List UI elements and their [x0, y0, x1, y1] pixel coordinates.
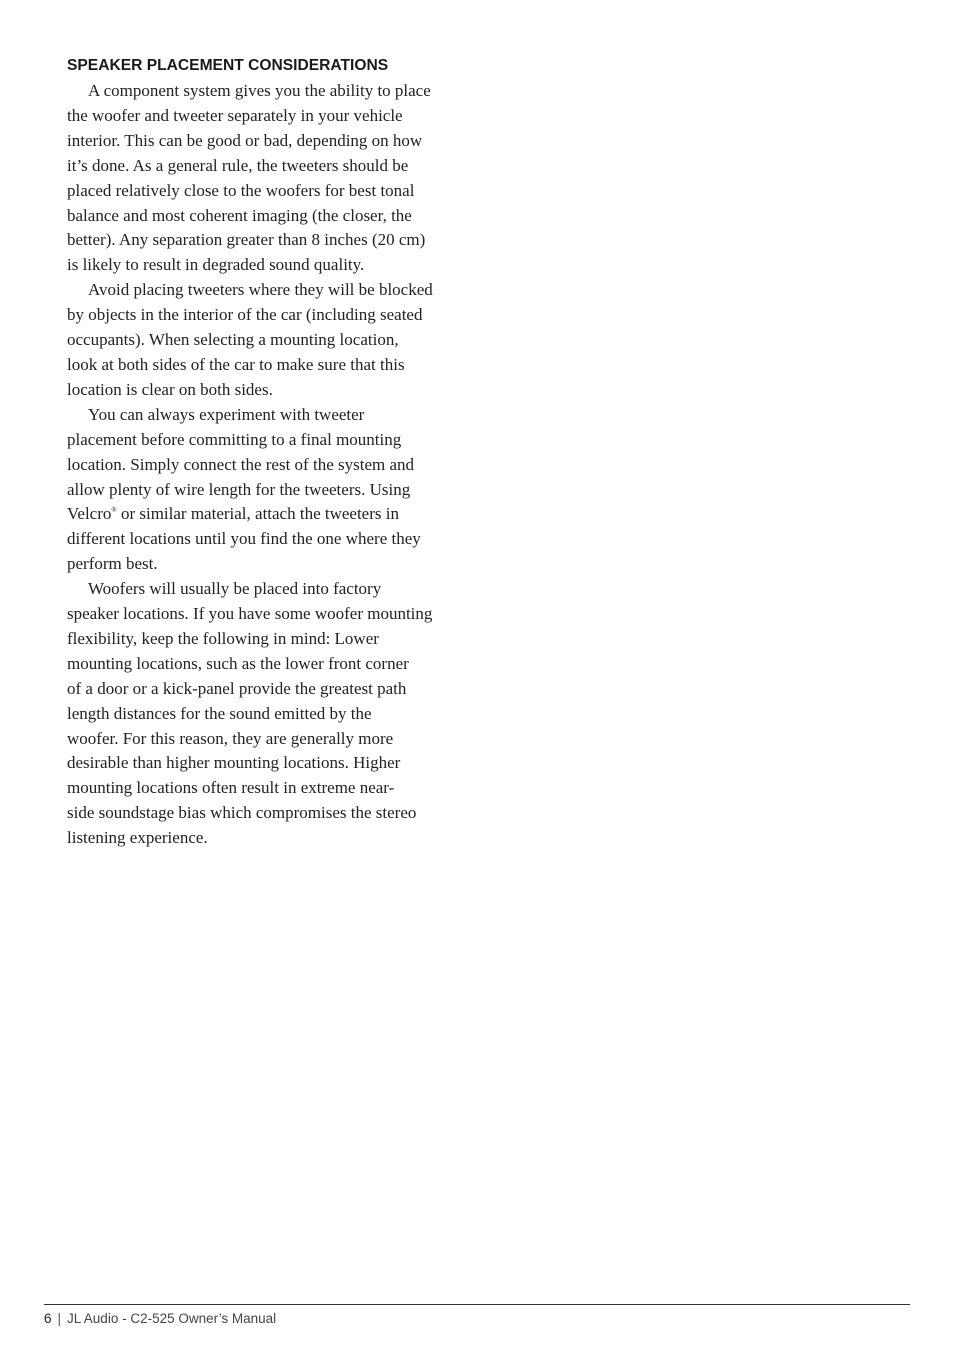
- text-line-velcro: [67, 502, 455, 527]
- text-line: better). Any separation greater than 8 inches (20 cm): [67, 230, 426, 250]
- text-line: side soundstage bias which compromises the stereo: [67, 803, 417, 823]
- text-line: interior. This can be good or bad, depending on how: [67, 130, 423, 150]
- text-line: perform best.: [67, 554, 158, 574]
- text-line: occupants). When selecting a mounting location,: [67, 330, 399, 350]
- text-line: location. Simply connect the rest of the system and: [67, 454, 415, 474]
- text-line: placement before committing to a final mounting: [67, 429, 402, 449]
- velcro-line-rest: or similar material, attach the tweeters in: [116, 504, 399, 524]
- text-line: different locations until you find the one where they: [67, 529, 421, 549]
- text-line: Woofers will usually be placed into factory: [88, 579, 382, 599]
- text-line: woofer. For this reason, they are generally more: [67, 728, 394, 748]
- text-line: of a door or a kick-panel provide the greatest path: [67, 678, 407, 698]
- paragraph-experiment-placement: [67, 403, 455, 577]
- paragraph-component-system: [67, 79, 455, 278]
- paragraph-woofer-placement: [67, 577, 455, 851]
- text-line: flexibility, keep the following in mind: Lower: [67, 628, 379, 648]
- text-line: mounting locations, such as the lower front corner: [67, 653, 409, 673]
- footer-title: JL Audio - C2-525 Owner’s Manual: [67, 1311, 277, 1326]
- text-line: Avoid placing tweeters where they will be blocked: [88, 280, 433, 300]
- page-number: 6: [44, 1311, 52, 1326]
- footer-separator: |: [57, 1311, 62, 1326]
- text-line: listening experience.: [67, 828, 208, 848]
- page-footer: [44, 1310, 276, 1328]
- text-line: placed relatively close to the woofers for best tonal: [67, 180, 415, 200]
- velcro-word: Velcro: [67, 504, 112, 524]
- paragraph-avoid-blocking: [67, 278, 455, 403]
- text-line: the woofer and tweeter separately in your vehicle: [67, 105, 403, 125]
- footer-divider: [44, 1304, 910, 1305]
- text-line: look at both sides of the car to make sure that this: [67, 354, 405, 374]
- text-line: location is clear on both sides.: [67, 379, 273, 399]
- text-line: A component system gives you the ability to place: [88, 81, 431, 100]
- text-line: mounting locations often result in extreme near-: [67, 778, 395, 798]
- text-line: You can always experiment with tweeter: [88, 404, 365, 424]
- text-line: allow plenty of wire length for the tweeters. Using: [67, 479, 411, 499]
- text-line: by objects in the interior of the car (including seated: [67, 305, 423, 325]
- text-line: length distances for the sound emitted by the: [67, 703, 372, 723]
- text-line: speaker locations. If you have some woofer mounting: [67, 604, 433, 624]
- section-heading: SPEAKER PLACEMENT CONSIDERATIONS: [67, 57, 389, 74]
- text-line: desirable than higher mounting locations. Higher: [67, 753, 401, 773]
- text-line: balance and most coherent imaging (the closer, the: [67, 205, 412, 225]
- text-line: is likely to result in degraded sound quality.: [67, 255, 365, 275]
- text-line: it’s done. As a general rule, the tweeters should be: [67, 155, 409, 175]
- page-content: [67, 56, 455, 851]
- registered-mark: ®: [111, 506, 117, 515]
